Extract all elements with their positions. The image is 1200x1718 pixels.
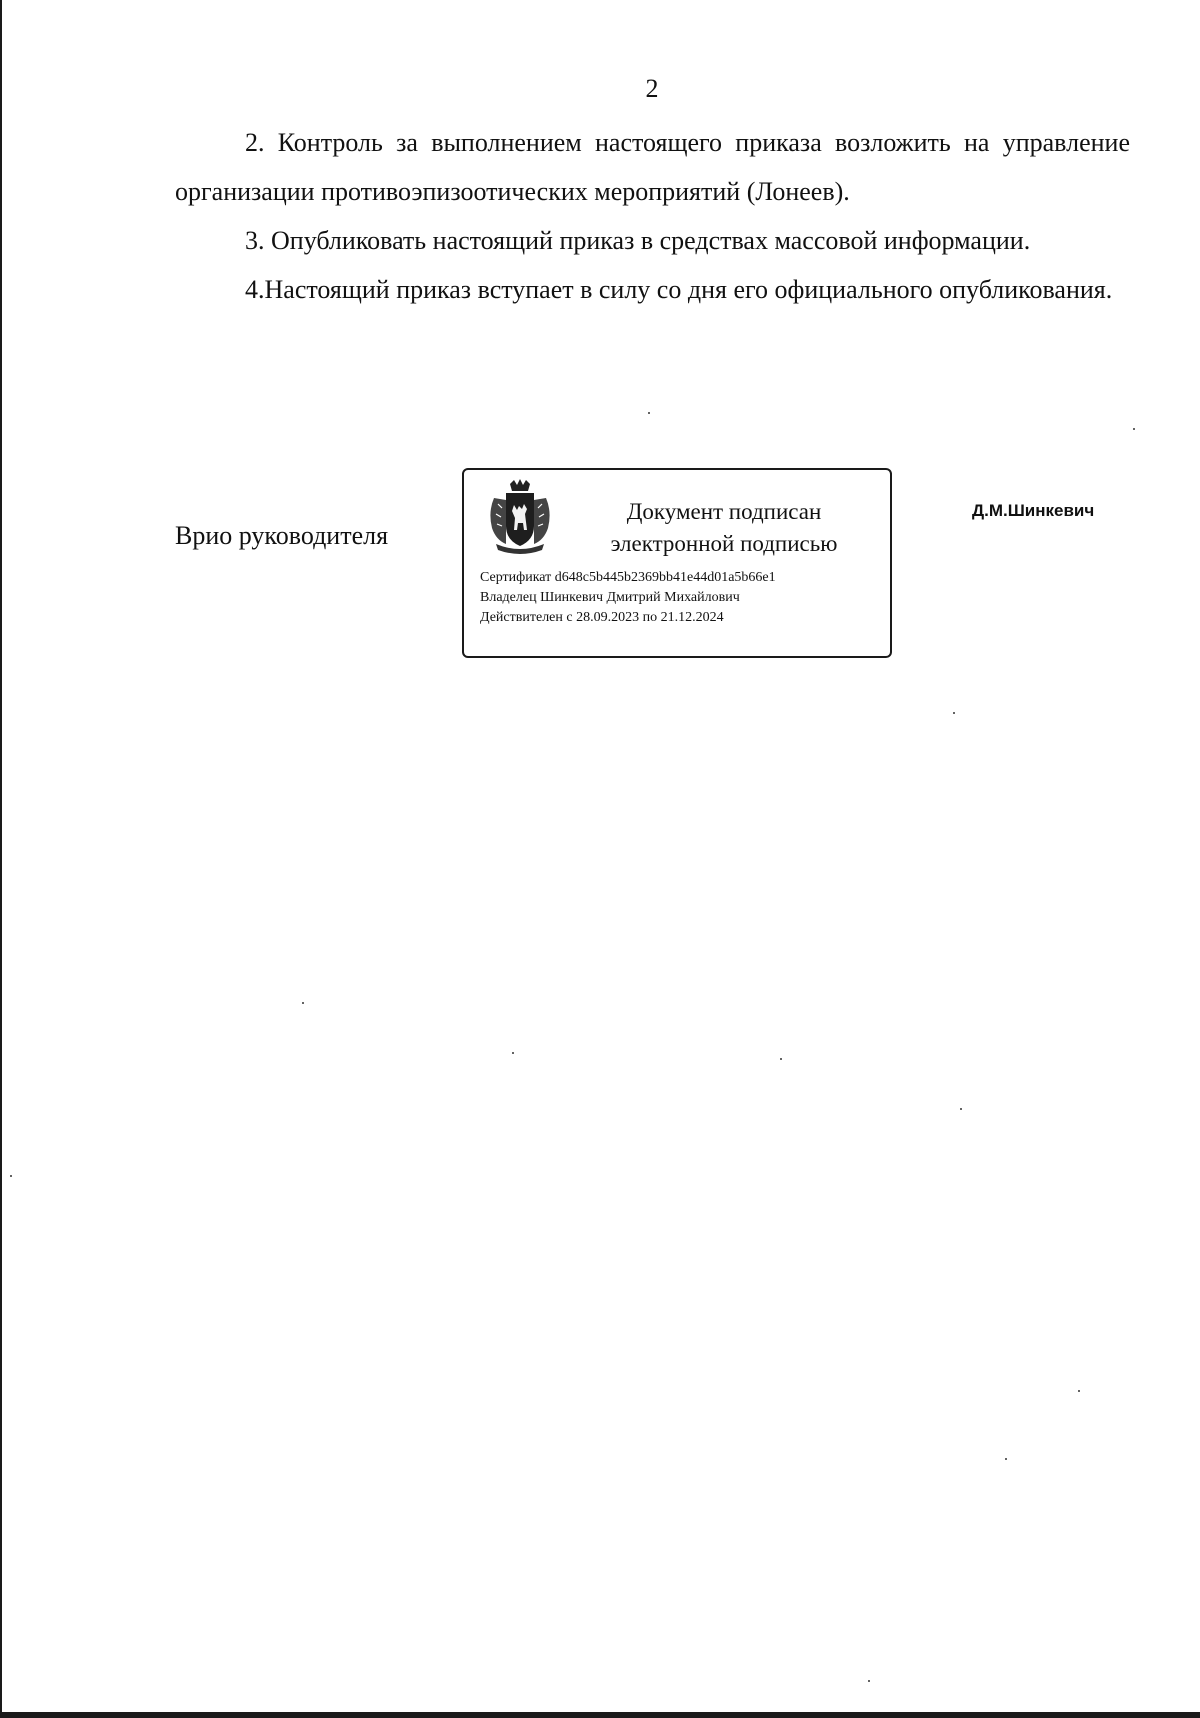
scan-speck (868, 1680, 870, 1682)
document-body (175, 118, 1130, 314)
paragraph-publish: 3. Опубликовать настоящий приказ в средствах массовой информации. (245, 226, 1031, 255)
electronic-signature-stamp (462, 468, 892, 658)
stamp-title-line-1: Документ подписан (626, 499, 822, 524)
scan-speck (953, 712, 955, 714)
scan-speck (302, 1002, 304, 1004)
scan-speck (512, 1052, 514, 1054)
certificate-number: Сертификат d648c5b445b2369bb41e44d01a5b66e1 (480, 570, 776, 585)
paragraph-control: 2. Контроль за выполнением настоящего приказа возложить на управление организации противоэпизоотических мероприятий (Лонеев). (175, 128, 1130, 206)
page-number: 2 (645, 74, 659, 103)
certificate-owner: Владелец Шинкевич Дмитрий Михайлович (480, 590, 740, 605)
scan-border-bottom (0, 1712, 1200, 1718)
stamp-title-line-2: электронной подписью (610, 531, 838, 556)
scan-speck (780, 1058, 782, 1060)
coat-of-arms-icon (484, 478, 556, 554)
scan-speck (10, 1175, 12, 1177)
scan-speck (960, 1108, 962, 1110)
scan-speck (648, 412, 650, 414)
paragraph-effective: 4.Настоящий приказ вступает в силу со дня его официального опубликования. (245, 275, 1113, 304)
stamp-title (574, 496, 874, 560)
stamp-details (480, 568, 880, 628)
signer-position: Врио руководителя (175, 521, 389, 550)
certificate-validity: Действителен с 28.09.2023 по 21.12.2024 (480, 610, 724, 625)
scan-border-left (0, 0, 2, 1718)
signer-name: Д.М.Шинкевич (972, 501, 1095, 520)
scan-speck (1005, 1458, 1007, 1460)
scan-speck (1078, 1390, 1080, 1392)
scan-speck (1133, 428, 1135, 430)
